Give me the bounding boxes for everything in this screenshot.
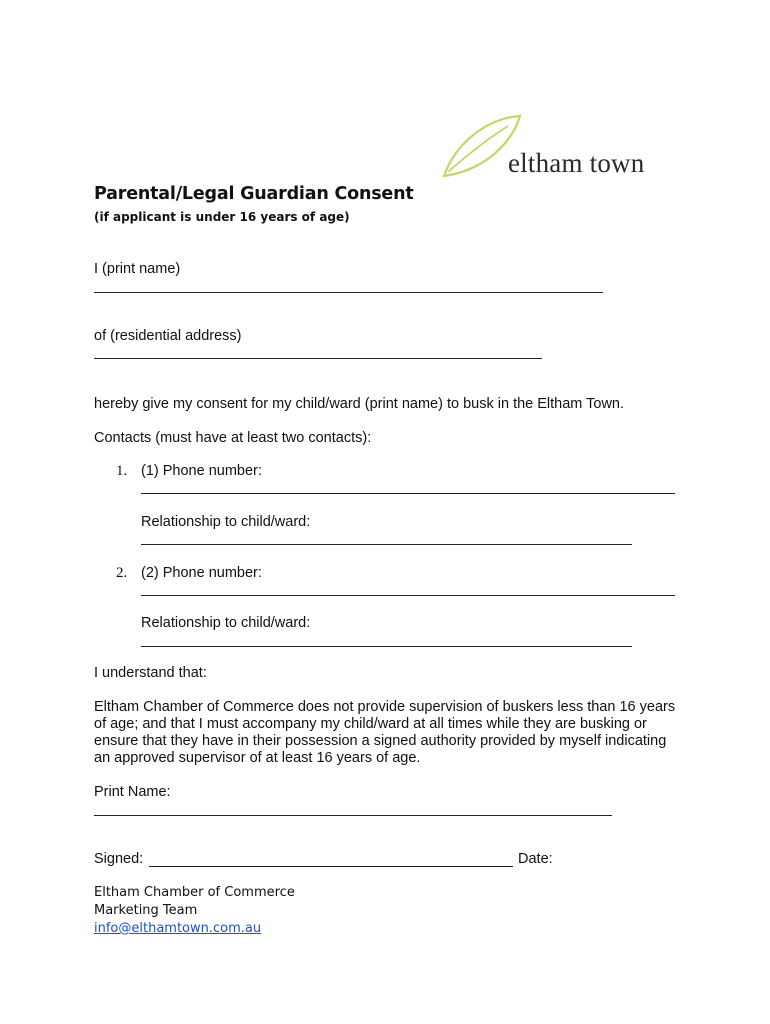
signature-field[interactable] <box>149 866 513 867</box>
footer-org: Eltham Chamber of Commerce <box>94 885 295 900</box>
understand-paragraph: Eltham Chamber of Commerce does not provide supervision of buskers less than 16 years of age; and that I must accompany my child/ward at all times while they are busking or ensure that they have in their possession a signed authority provided by myself indicating an approved supervisor of at least 16 years of age. <box>94 699 676 766</box>
list-item-number: 2. <box>116 565 128 581</box>
phone-label: (2) Phone number: <box>141 565 262 581</box>
page-subtitle: (if applicant is under 16 years of age) <box>94 210 350 224</box>
relationship-field-2[interactable] <box>141 646 632 647</box>
signed-label: Signed: <box>94 851 144 867</box>
eltham-town-logo <box>438 112 678 182</box>
relationship-label: Relationship to child/ward: <box>141 514 311 530</box>
print-name-label-2: Print Name: <box>94 784 171 800</box>
phone-field-2[interactable] <box>141 595 675 596</box>
understand-label: I understand that: <box>94 665 207 681</box>
footer-team: Marketing Team <box>94 903 198 918</box>
logo-text: eltham town <box>508 148 645 178</box>
print-name-label: I (print name) <box>94 261 181 277</box>
date-label: Date: <box>518 851 553 867</box>
address-field[interactable] <box>94 358 542 359</box>
phone-label: (1) Phone number: <box>141 463 262 479</box>
contacts-label: Contacts (must have at least two contacts): <box>94 430 372 446</box>
print-name-field-2[interactable] <box>94 815 612 816</box>
relationship-field-1[interactable] <box>141 544 632 545</box>
phone-field-1[interactable] <box>141 493 675 494</box>
list-item-number: 1. <box>116 463 128 479</box>
page-title: Parental/Legal Guardian Consent <box>94 184 414 204</box>
email-link[interactable]: info@elthamtown.com.au <box>94 921 262 936</box>
address-label: of (residential address) <box>94 328 242 344</box>
relationship-label: Relationship to child/ward: <box>141 615 311 631</box>
print-name-field[interactable] <box>94 292 603 293</box>
consent-text: hereby give my consent for my child/ward (print name) to busk in the Eltham Town. <box>94 396 625 412</box>
